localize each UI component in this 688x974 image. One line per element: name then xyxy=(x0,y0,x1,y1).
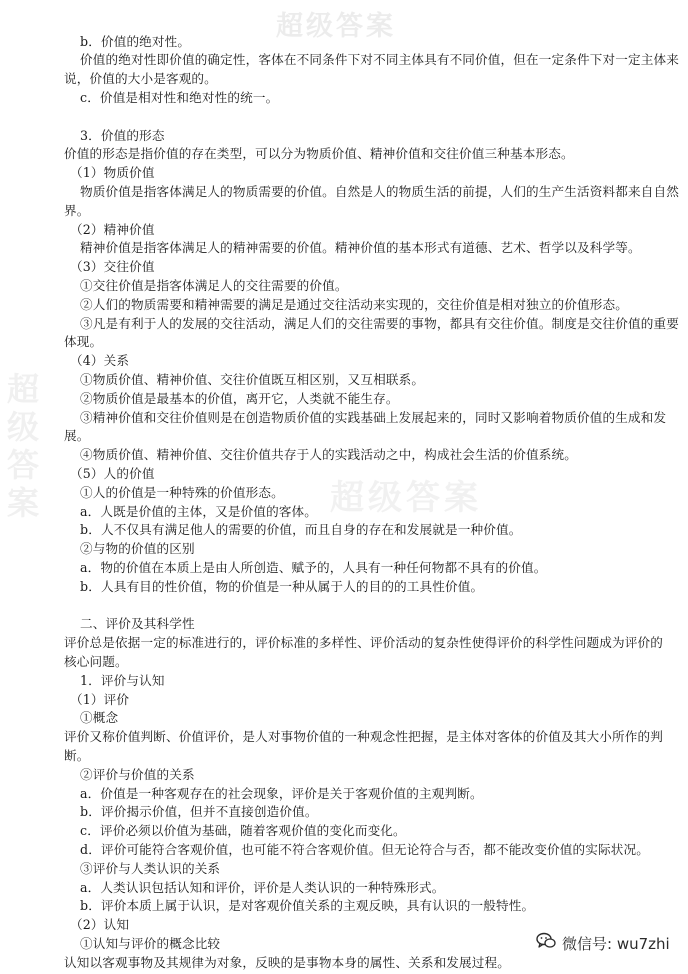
text-line: ②人们的物质需要和精神需要的满足是通过交往活动来实现的，交往价值是相对独立的价值形态。 xyxy=(80,297,628,312)
text-line: 价值的形态是指价值的存在类型，可以分为物质价值、精神价值和交往价值三种基本形态。 xyxy=(64,146,574,161)
subheading: （5）人的价值 xyxy=(70,466,155,481)
text-line: a．人既是价值的主体，又是价值的客体。 xyxy=(80,504,318,519)
text-line: b．评价本质上属于认识，是对客观价值关系的主观反映，具有认识的一般特性。 xyxy=(80,898,535,913)
text-line: ①物质价值、精神价值、交往价值既互相区别，又互相联系。 xyxy=(80,372,425,387)
subheading: （2）认知 xyxy=(70,917,130,932)
text-line: 评价总是依据一定的标准进行的，评价标准的多样性、评价活动的复杂性使得评价的科学性问题成为评价的 xyxy=(64,635,663,650)
text-line: 评价又称价值判断、价值评价，是人对事物价值的一种观念性把握，是主体对客体的价值及其大小所作的判 xyxy=(64,729,663,744)
text-line: a．价值是一种客观存在的社会现象，评价是关于客观价值的主观判断。 xyxy=(80,786,483,801)
section-heading: 二、评价及其科学性 xyxy=(80,616,195,631)
text-line: a．人类认识包括认知和评价，评价是人类认识的一种特殊形式。 xyxy=(80,880,445,895)
text-line: 核心问题。 xyxy=(64,654,128,669)
text-line: 展。 xyxy=(64,428,90,443)
text-line: ②物质价值是最基本的价值，离开它，人类就不能生存。 xyxy=(80,391,399,406)
text-line: a．物的价值在本质上是由人所创造、赋予的，人具有一种任何物都不具有的价值。 xyxy=(80,560,547,575)
text-line: 体现。 xyxy=(64,334,103,349)
subheading: （1）物质价值 xyxy=(70,165,155,180)
subheading: （1）评价 xyxy=(70,692,130,707)
watermark-middle: 超级答案 xyxy=(330,478,482,518)
text-line: ③评价与人类认识的关系 xyxy=(80,861,221,876)
text-line: c．价值是相对性和绝对性的统一。 xyxy=(80,90,279,105)
text-line: ①认知与评价的概念比较 xyxy=(80,936,221,951)
subheading: 1．评价与认知 xyxy=(80,673,165,688)
text-line: ①交往价值是指客体满足人的交往需要的价值。 xyxy=(80,278,348,293)
text-line: ③凡是有利于人的发展的交往活动，满足人们的交往需要的事物，都具有交往价值。制度是交往价值的重要 xyxy=(80,316,679,331)
watermark-top: 超级答案 xyxy=(276,11,396,42)
text-line: d．评价可能符合客观价值，也可能不符合客观价值。但无论符合与否，都不能改变价值的实际状况。 xyxy=(80,842,649,857)
subheading: （2）精神价值 xyxy=(70,222,155,237)
text-line: ②评价与价值的关系 xyxy=(80,767,195,782)
text-line: 价值的绝对性即价值的确定性，客体在不同条件下对不同主体具有不同价值，但在一定条件下对一定主体来 xyxy=(80,52,679,67)
text-line: 物质价值是指客体满足人的物质需要的价值。自然是人的物质生活的前提，人们的生产生活资料都来自自然 xyxy=(80,184,679,199)
wechat-id-label: 微信号: wu7zhi xyxy=(562,934,670,953)
text-line: ①概念 xyxy=(80,710,119,725)
text-line: b．人不仅具有满足他人的需要的价值，而且自身的存在和发展就是一种价值。 xyxy=(80,522,522,537)
section-heading: 3．价值的形态 xyxy=(80,128,165,143)
text-line: 界。 xyxy=(64,203,90,218)
text-line: 说，价值的大小是客观的。 xyxy=(64,71,217,86)
subheading: （4）关系 xyxy=(70,353,130,368)
text-line: ②与物的价值的区别 xyxy=(80,541,195,556)
text-line: b．价值的绝对性。 xyxy=(80,34,191,49)
watermark-side: 超级答案 xyxy=(6,370,39,522)
wechat-bubble-icon xyxy=(536,932,556,954)
text-line: c．评价必须以价值为基础，随着客观价值的变化而变化。 xyxy=(80,823,406,838)
text-line: 断。 xyxy=(64,748,90,763)
text-line: b．人具有目的性价值，物的价值是一种从属于人的目的的工具性价值。 xyxy=(80,579,484,594)
text-line: ③精神价值和交往价值则是在创造物质价值的实践基础上发展起来的，同时又影响着物质价值的生成和发 xyxy=(80,410,667,425)
text-line: ①人的价值是一种特殊的价值形态。 xyxy=(80,485,284,500)
text-line: 精神价值是指客体满足人的精神需要的价值。精神价值的基本形式有道德、艺术、哲学以及科学等。 xyxy=(80,240,641,255)
subheading: （3）交往价值 xyxy=(70,259,155,274)
text-line: ④物质价值、精神价值、交往价值共存于人的实践活动之中，构成社会生活的价值系统。 xyxy=(80,447,578,462)
text-line: b．评价揭示价值，但并不直接创造价值。 xyxy=(80,804,318,819)
wechat-id-badge xyxy=(536,932,670,954)
text-line: 认知以客观事物及其规律为对象，反映的是事物本身的属性、关系和发展过程。 xyxy=(64,955,511,970)
